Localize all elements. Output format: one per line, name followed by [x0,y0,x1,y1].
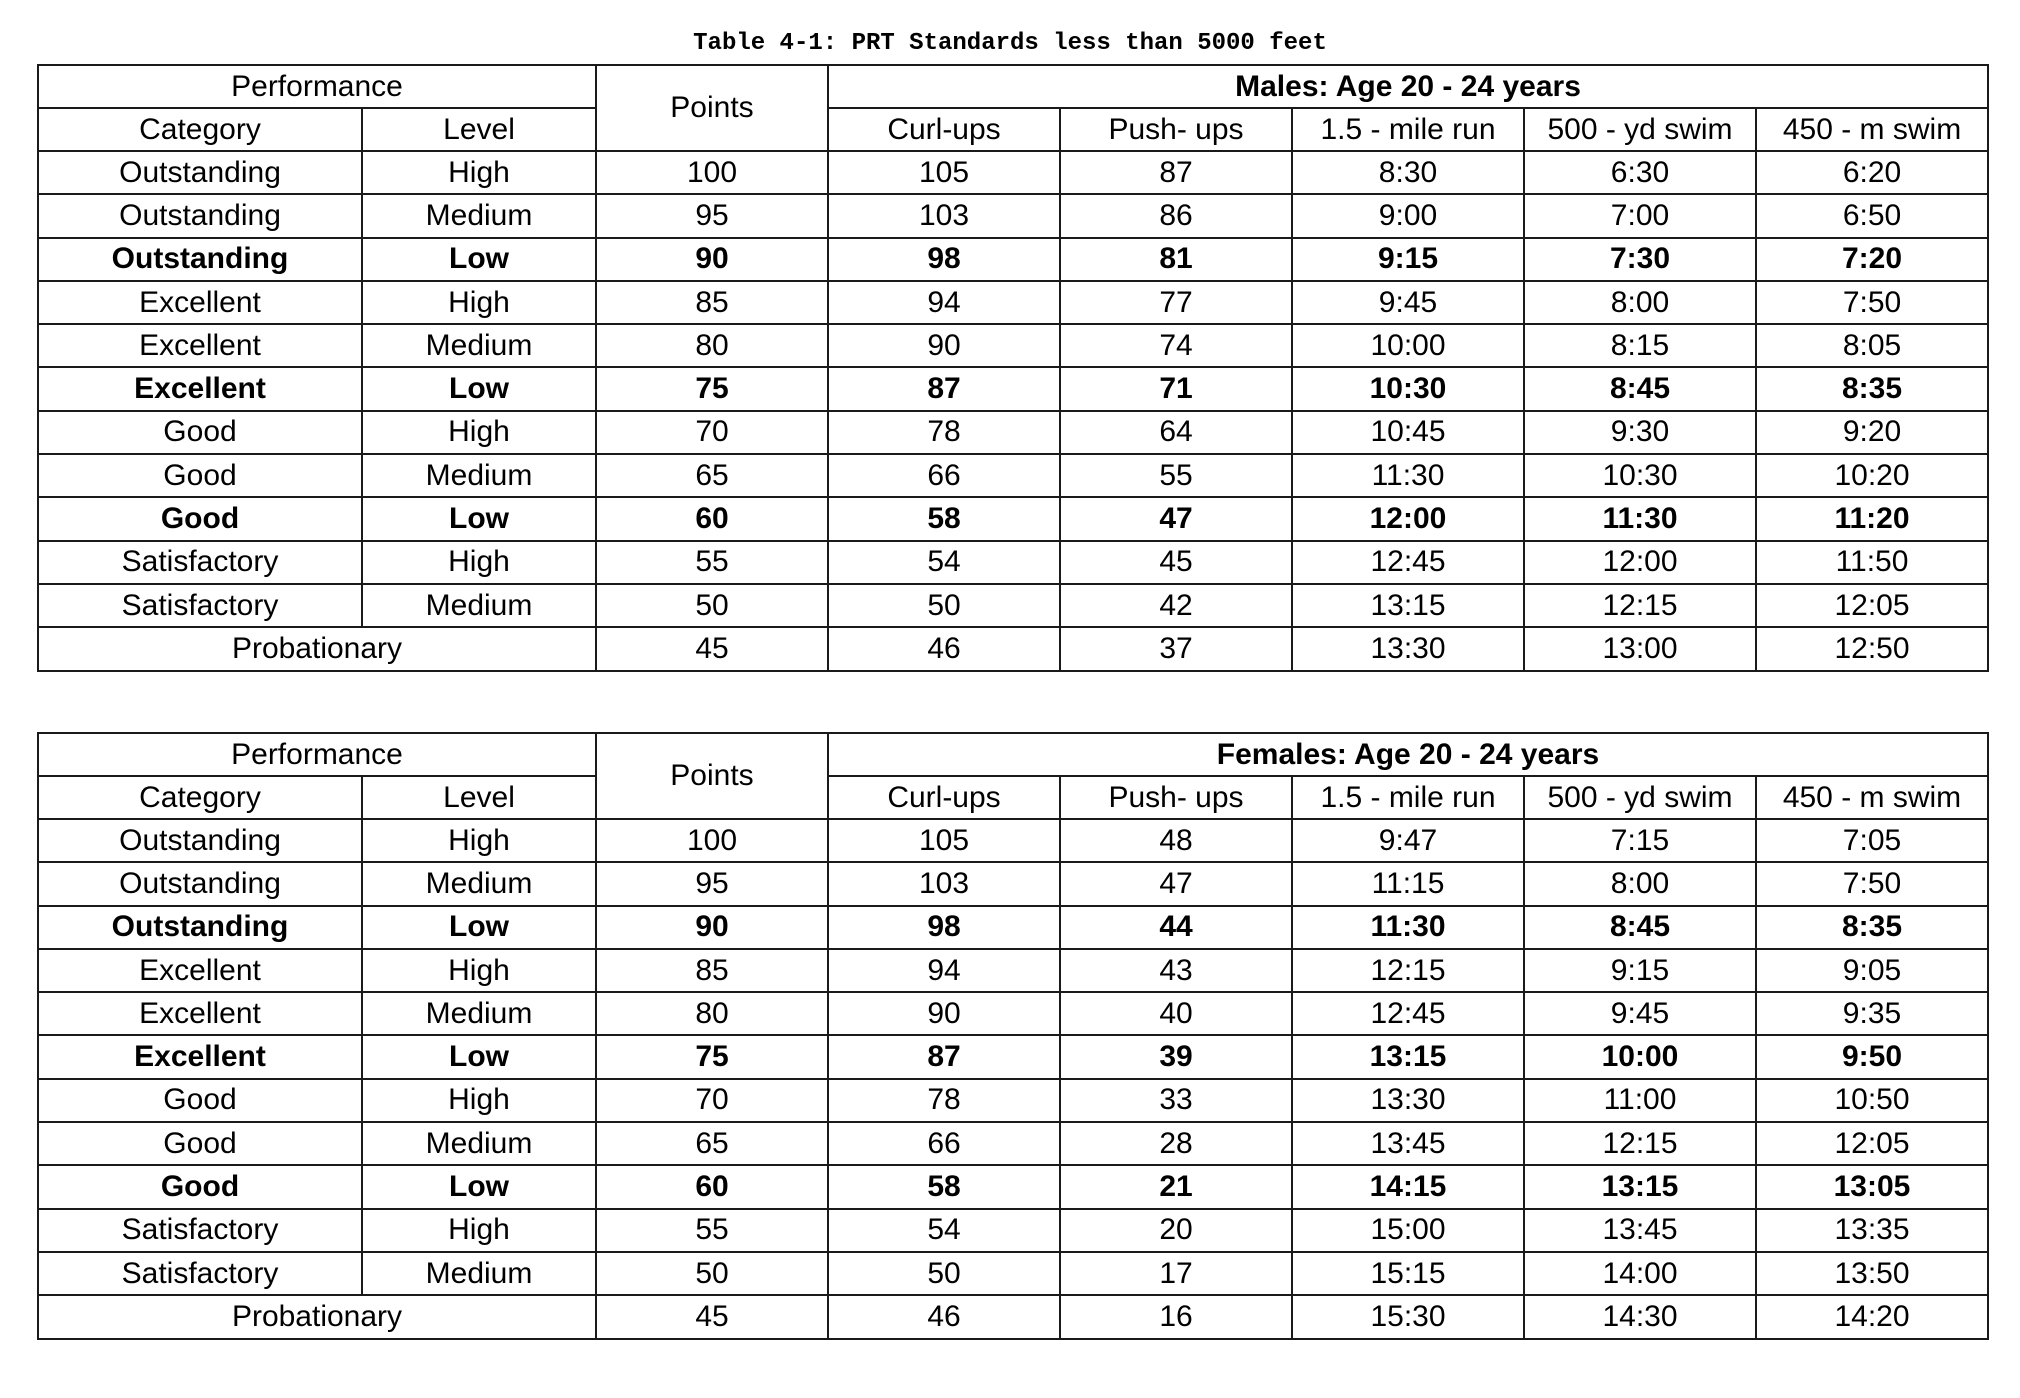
yd-swim-cell: 13:00 [1524,627,1756,670]
yd-swim-cell: 13:45 [1524,1209,1756,1252]
run-cell: 11:15 [1292,862,1524,905]
points-cell: 85 [596,281,828,324]
table-row [38,411,1988,454]
level-cell: High [362,411,596,454]
push-ups-cell: 47 [1060,862,1292,905]
run-cell: 9:47 [1292,819,1524,862]
m-swim-cell: 7:05 [1756,819,1988,862]
points-cell: 90 [596,238,828,281]
run-cell: 9:00 [1292,194,1524,237]
category-cell: Outstanding [38,819,362,862]
category-cell: Probationary [38,1295,596,1338]
yd-swim-cell: 8:00 [1524,862,1756,905]
category-cell: Excellent [38,324,362,367]
run-cell: 9:15 [1292,238,1524,281]
category-cell: Outstanding [38,194,362,237]
yd-swim-cell: 11:30 [1524,497,1756,540]
points-cell: 60 [596,497,828,540]
push-ups-cell: 42 [1060,584,1292,627]
run-cell: 10:00 [1292,324,1524,367]
m-swim-cell: 7:50 [1756,281,1988,324]
m-swim-cell: 8:35 [1756,367,1988,410]
table-row [38,1035,1988,1078]
males-standards-table [37,64,1989,672]
level-cell: High [362,1209,596,1252]
points-cell: 50 [596,1252,828,1295]
run-cell: 13:15 [1292,1035,1524,1078]
level-cell: High [362,541,596,584]
run-cell: 12:15 [1292,949,1524,992]
curl-ups-cell: 98 [828,238,1060,281]
yd-swim-cell: 11:00 [1524,1079,1756,1122]
push-ups-cell: 37 [1060,627,1292,670]
run-cell: 13:45 [1292,1122,1524,1165]
group-header: Males: Age 20 - 24 years [828,65,1988,108]
yd-swim-cell: 10:00 [1524,1035,1756,1078]
level-cell: High [362,949,596,992]
points-cell: 100 [596,819,828,862]
event-header-yd-swim: 500 - yd swim [1524,776,1756,819]
table-row [38,1165,1988,1208]
yd-swim-cell: 9:45 [1524,992,1756,1035]
event-header-curl-ups: Curl-ups [828,108,1060,151]
males-table-body [38,151,1988,671]
m-swim-cell: 12:05 [1756,1122,1988,1165]
run-cell: 9:45 [1292,281,1524,324]
level-cell: Medium [362,194,596,237]
yd-swim-cell: 12:15 [1524,1122,1756,1165]
yd-swim-cell: 9:15 [1524,949,1756,992]
run-cell: 14:15 [1292,1165,1524,1208]
category-cell: Satisfactory [38,541,362,584]
run-cell: 13:15 [1292,584,1524,627]
curl-ups-cell: 87 [828,1035,1060,1078]
category-cell: Excellent [38,949,362,992]
yd-swim-cell: 7:15 [1524,819,1756,862]
table-row [38,1252,1988,1295]
table-row [38,238,1988,281]
m-swim-cell: 12:50 [1756,627,1988,670]
level-cell: Medium [362,584,596,627]
category-cell: Probationary [38,627,596,670]
m-swim-cell: 12:05 [1756,584,1988,627]
points-cell: 70 [596,1079,828,1122]
level-cell: Medium [362,1122,596,1165]
push-ups-cell: 55 [1060,454,1292,497]
run-cell: 11:30 [1292,906,1524,949]
level-cell: High [362,819,596,862]
yd-swim-cell: 14:00 [1524,1252,1756,1295]
points-cell: 50 [596,584,828,627]
push-ups-cell: 86 [1060,194,1292,237]
run-cell: 13:30 [1292,1079,1524,1122]
category-cell: Excellent [38,281,362,324]
yd-swim-cell: 9:30 [1524,411,1756,454]
table-row [38,627,1988,670]
yd-swim-cell: 8:00 [1524,281,1756,324]
points-cell: 65 [596,1122,828,1165]
push-ups-cell: 40 [1060,992,1292,1035]
event-header-run: 1.5 - mile run [1292,776,1524,819]
m-swim-cell: 13:35 [1756,1209,1988,1252]
level-cell: Low [362,497,596,540]
table-row [38,584,1988,627]
m-swim-cell: 11:20 [1756,497,1988,540]
event-header-push-ups: Push- ups [1060,776,1292,819]
points-header: Points [596,65,828,151]
push-ups-cell: 64 [1060,411,1292,454]
points-cell: 55 [596,541,828,584]
level-cell: Low [362,1165,596,1208]
push-ups-cell: 81 [1060,238,1292,281]
points-cell: 100 [596,151,828,194]
curl-ups-cell: 66 [828,454,1060,497]
push-ups-cell: 74 [1060,324,1292,367]
category-cell: Satisfactory [38,1252,362,1295]
table-row [38,949,1988,992]
points-cell: 80 [596,324,828,367]
category-cell: Outstanding [38,862,362,905]
m-swim-cell: 7:50 [1756,862,1988,905]
run-cell: 10:30 [1292,367,1524,410]
points-cell: 70 [596,411,828,454]
event-header-run: 1.5 - mile run [1292,108,1524,151]
yd-swim-cell: 13:15 [1524,1165,1756,1208]
points-header: Points [596,733,828,819]
m-swim-cell: 8:35 [1756,906,1988,949]
m-swim-cell: 10:50 [1756,1079,1988,1122]
push-ups-cell: 43 [1060,949,1292,992]
level-cell: High [362,1079,596,1122]
event-header-push-ups: Push- ups [1060,108,1292,151]
points-cell: 75 [596,1035,828,1078]
table-row [38,454,1988,497]
curl-ups-cell: 103 [828,862,1060,905]
curl-ups-cell: 46 [828,627,1060,670]
table-row [38,324,1988,367]
curl-ups-cell: 46 [828,1295,1060,1338]
event-header-m-swim: 450 - m swim [1756,108,1988,151]
run-cell: 15:15 [1292,1252,1524,1295]
points-cell: 90 [596,906,828,949]
category-cell: Outstanding [38,151,362,194]
level-header: Level [362,108,596,151]
table-row [38,819,1988,862]
run-cell: 13:30 [1292,627,1524,670]
performance-header: Performance [38,733,596,776]
females-standards-table [37,732,1989,1340]
category-cell: Good [38,1122,362,1165]
push-ups-cell: 47 [1060,497,1292,540]
push-ups-cell: 39 [1060,1035,1292,1078]
table-row [38,862,1988,905]
table-row [38,1209,1988,1252]
m-swim-cell: 13:05 [1756,1165,1988,1208]
curl-ups-cell: 54 [828,541,1060,584]
push-ups-cell: 16 [1060,1295,1292,1338]
run-cell: 12:00 [1292,497,1524,540]
points-cell: 45 [596,627,828,670]
table-row [38,541,1988,584]
table-row [38,151,1988,194]
push-ups-cell: 17 [1060,1252,1292,1295]
push-ups-cell: 20 [1060,1209,1292,1252]
push-ups-cell: 48 [1060,819,1292,862]
table-row [38,1079,1988,1122]
run-cell: 12:45 [1292,992,1524,1035]
level-cell: Medium [362,862,596,905]
level-cell: Medium [362,992,596,1035]
m-swim-cell: 13:50 [1756,1252,1988,1295]
category-cell: Excellent [38,367,362,410]
category-header: Category [38,108,362,151]
m-swim-cell: 9:35 [1756,992,1988,1035]
category-cell: Outstanding [38,238,362,281]
push-ups-cell: 45 [1060,541,1292,584]
curl-ups-cell: 87 [828,367,1060,410]
yd-swim-cell: 14:30 [1524,1295,1756,1338]
curl-ups-cell: 50 [828,1252,1060,1295]
yd-swim-cell: 8:45 [1524,906,1756,949]
category-header: Category [38,776,362,819]
yd-swim-cell: 10:30 [1524,454,1756,497]
category-cell: Good [38,497,362,540]
curl-ups-cell: 58 [828,497,1060,540]
level-cell: High [362,151,596,194]
run-cell: 12:45 [1292,541,1524,584]
level-header: Level [362,776,596,819]
points-cell: 85 [596,949,828,992]
m-swim-cell: 10:20 [1756,454,1988,497]
curl-ups-cell: 105 [828,151,1060,194]
points-cell: 65 [596,454,828,497]
table-row [38,281,1988,324]
curl-ups-cell: 50 [828,584,1060,627]
points-cell: 95 [596,862,828,905]
points-cell: 45 [596,1295,828,1338]
m-swim-cell: 14:20 [1756,1295,1988,1338]
event-header-curl-ups: Curl-ups [828,776,1060,819]
category-cell: Satisfactory [38,584,362,627]
push-ups-cell: 71 [1060,367,1292,410]
points-cell: 95 [596,194,828,237]
level-cell: Low [362,367,596,410]
table-row [38,992,1988,1035]
level-cell: Medium [362,1252,596,1295]
curl-ups-cell: 58 [828,1165,1060,1208]
points-cell: 75 [596,367,828,410]
category-cell: Satisfactory [38,1209,362,1252]
run-cell: 8:30 [1292,151,1524,194]
event-header-yd-swim: 500 - yd swim [1524,108,1756,151]
m-swim-cell: 8:05 [1756,324,1988,367]
category-cell: Good [38,411,362,454]
curl-ups-cell: 105 [828,819,1060,862]
m-swim-cell: 11:50 [1756,541,1988,584]
category-cell: Excellent [38,1035,362,1078]
curl-ups-cell: 54 [828,1209,1060,1252]
push-ups-cell: 44 [1060,906,1292,949]
push-ups-cell: 21 [1060,1165,1292,1208]
category-cell: Good [38,454,362,497]
m-swim-cell: 9:50 [1756,1035,1988,1078]
yd-swim-cell: 8:45 [1524,367,1756,410]
points-cell: 55 [596,1209,828,1252]
curl-ups-cell: 94 [828,281,1060,324]
m-swim-cell: 6:20 [1756,151,1988,194]
level-cell: Medium [362,324,596,367]
m-swim-cell: 9:20 [1756,411,1988,454]
yd-swim-cell: 7:00 [1524,194,1756,237]
level-cell: Medium [362,454,596,497]
yd-swim-cell: 12:00 [1524,541,1756,584]
push-ups-cell: 87 [1060,151,1292,194]
run-cell: 15:00 [1292,1209,1524,1252]
curl-ups-cell: 90 [828,324,1060,367]
level-cell: High [362,281,596,324]
level-cell: Low [362,1035,596,1078]
m-swim-cell: 7:20 [1756,238,1988,281]
curl-ups-cell: 98 [828,906,1060,949]
table-row [38,497,1988,540]
curl-ups-cell: 78 [828,1079,1060,1122]
curl-ups-cell: 78 [828,411,1060,454]
level-cell: Low [362,906,596,949]
yd-swim-cell: 6:30 [1524,151,1756,194]
category-cell: Outstanding [38,906,362,949]
table-row [38,194,1988,237]
yd-swim-cell: 7:30 [1524,238,1756,281]
table-row [38,1122,1988,1165]
yd-swim-cell: 12:15 [1524,584,1756,627]
table-row [38,906,1988,949]
table-title: Table 4-1: PRT Standards less than 5000 feet [693,30,1327,57]
group-header: Females: Age 20 - 24 years [828,733,1988,776]
m-swim-cell: 6:50 [1756,194,1988,237]
run-cell: 11:30 [1292,454,1524,497]
push-ups-cell: 33 [1060,1079,1292,1122]
curl-ups-cell: 103 [828,194,1060,237]
category-cell: Good [38,1165,362,1208]
points-cell: 80 [596,992,828,1035]
points-cell: 60 [596,1165,828,1208]
curl-ups-cell: 94 [828,949,1060,992]
run-cell: 10:45 [1292,411,1524,454]
m-swim-cell: 9:05 [1756,949,1988,992]
curl-ups-cell: 90 [828,992,1060,1035]
push-ups-cell: 77 [1060,281,1292,324]
table-row [38,367,1988,410]
yd-swim-cell: 8:15 [1524,324,1756,367]
level-cell: Low [362,238,596,281]
category-cell: Excellent [38,992,362,1035]
performance-header: Performance [38,65,596,108]
run-cell: 15:30 [1292,1295,1524,1338]
category-cell: Good [38,1079,362,1122]
push-ups-cell: 28 [1060,1122,1292,1165]
females-table-body [38,819,1988,1339]
event-header-m-swim: 450 - m swim [1756,776,1988,819]
table-row [38,1295,1988,1338]
curl-ups-cell: 66 [828,1122,1060,1165]
